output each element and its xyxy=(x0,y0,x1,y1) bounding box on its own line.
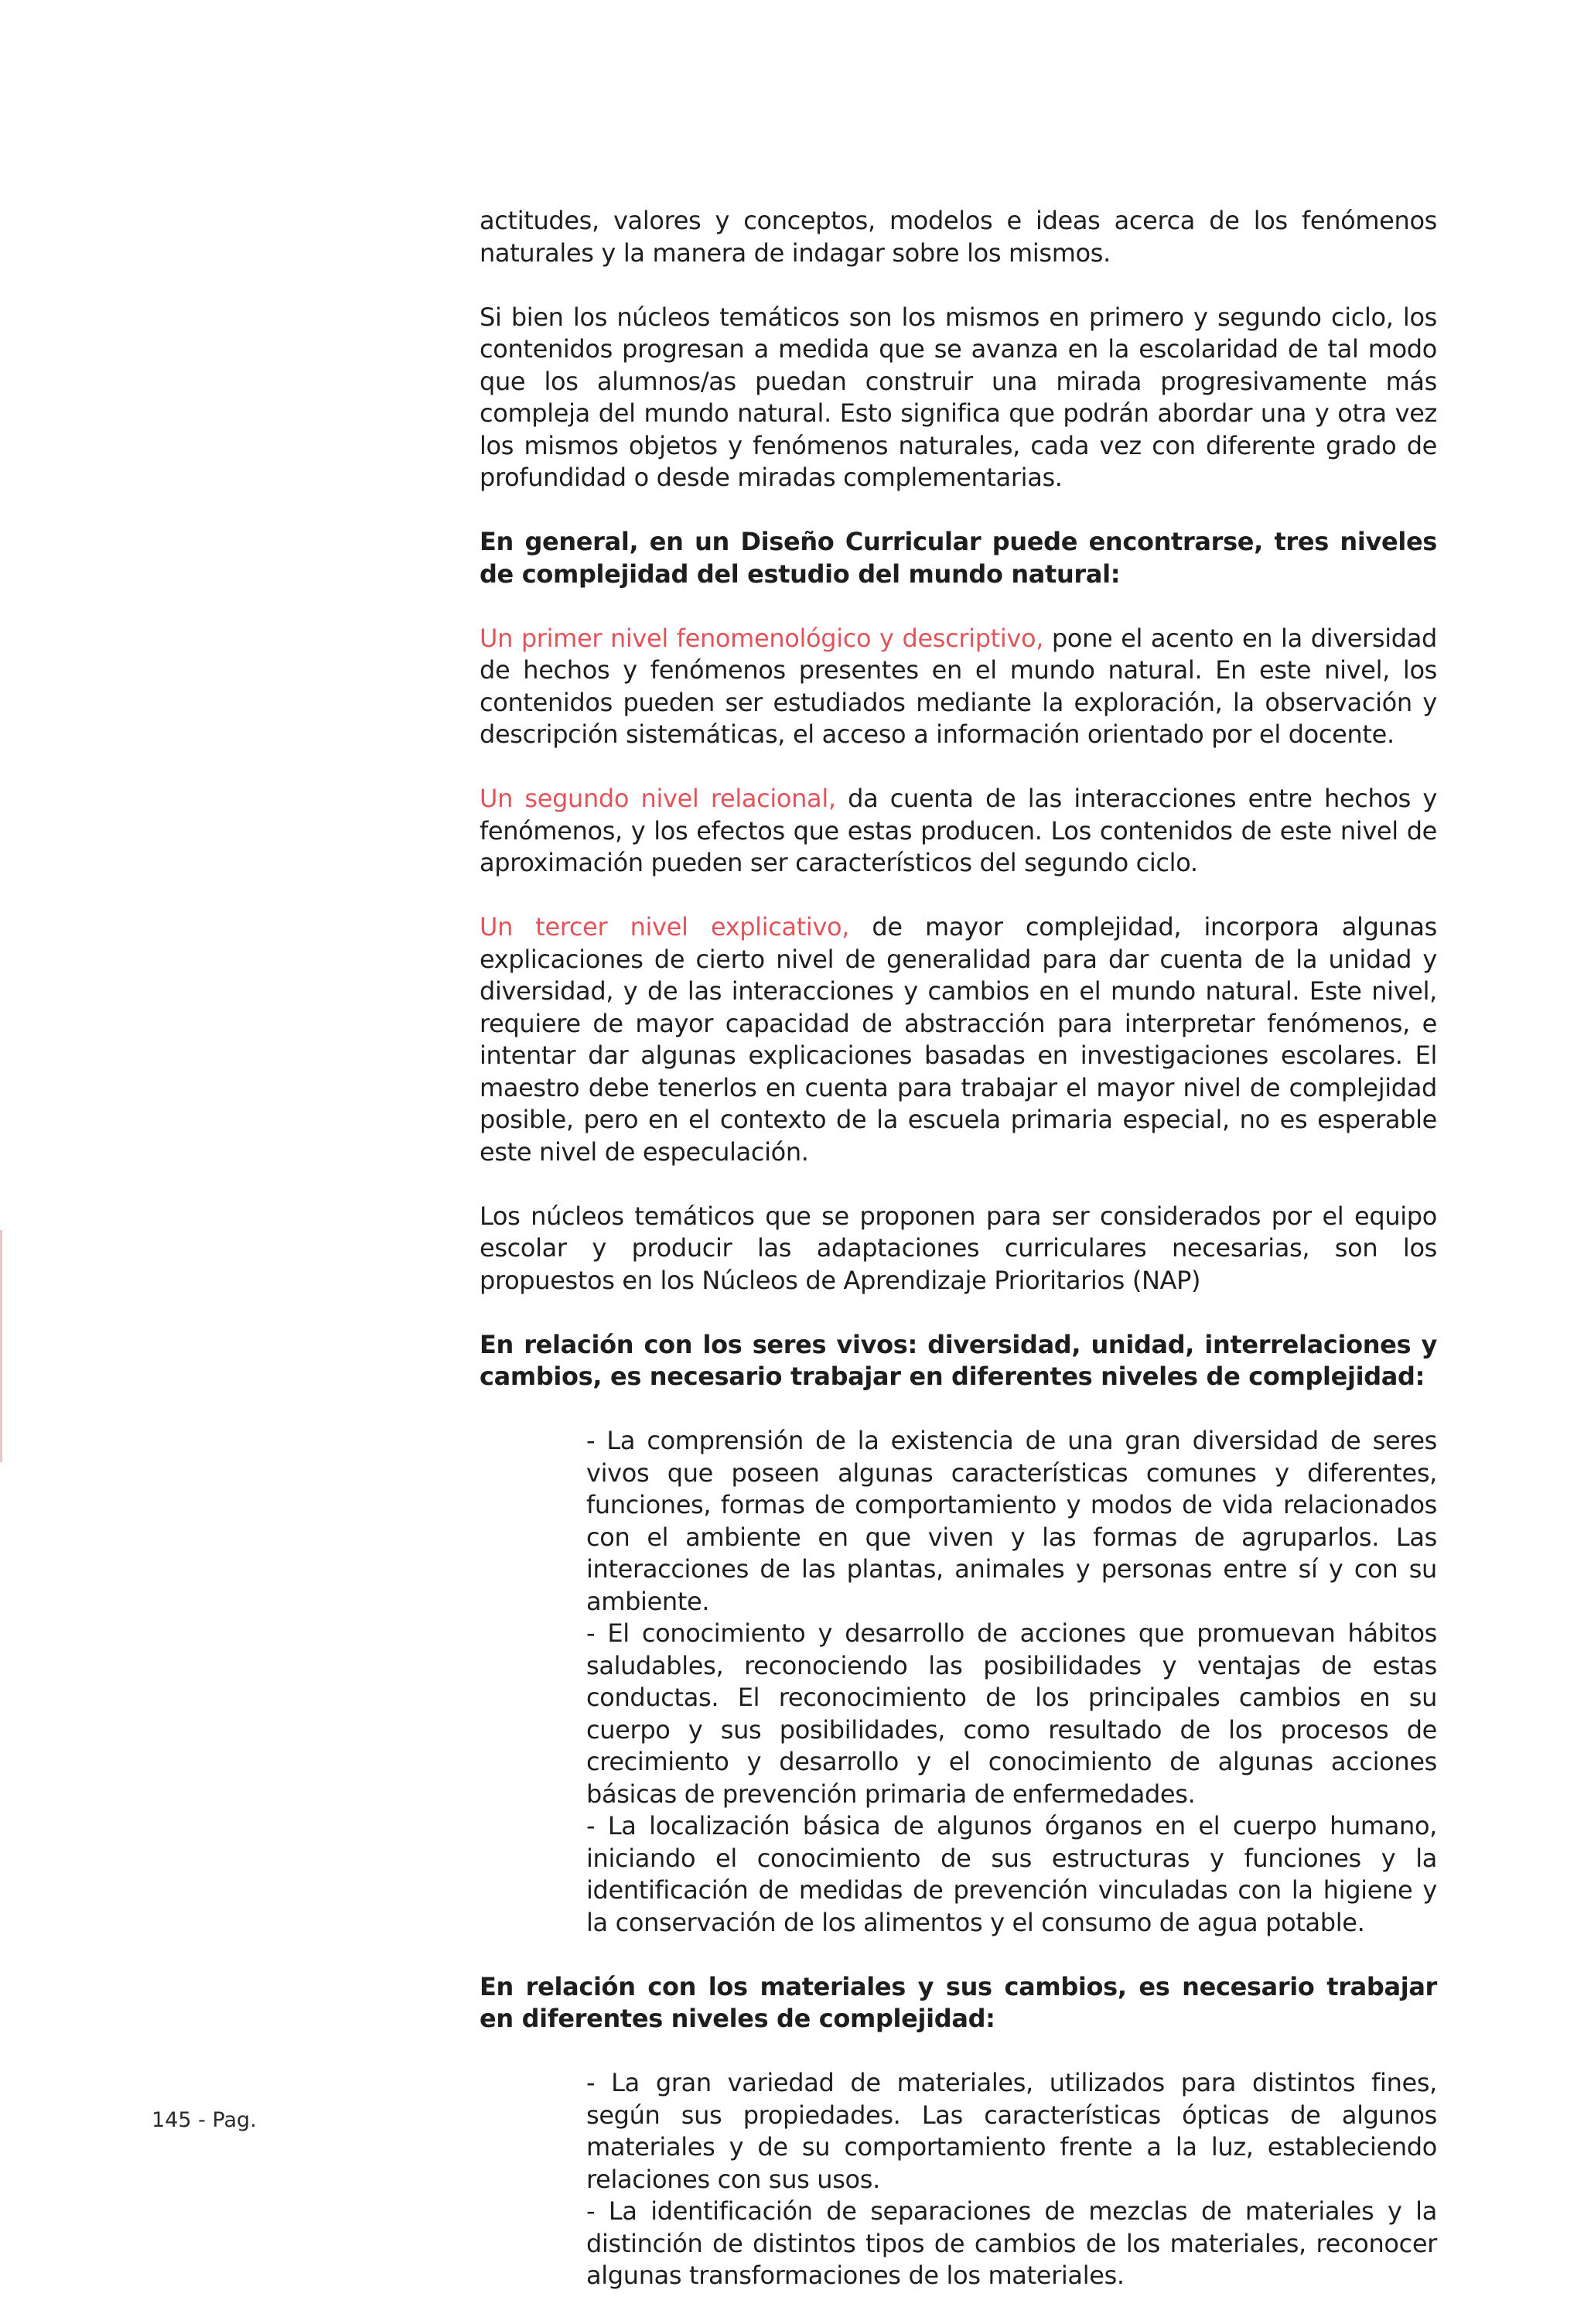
materiales-heading: En relación con los materiales y sus cambios, es necesario trabajar en diferentes niveles de complejidad: xyxy=(480,1971,1437,2033)
level-1-lead: Un primer nivel fenomenológico y descriptivo, xyxy=(480,623,1044,653)
level-3-text: de mayor complejidad, incorpora algunas explicaciones de cierto nivel de generalidad para dar cuenta de la unidad y diversidad, y de las interacciones y cambios en el mundo natural. Este nivel, requiere de mayor capacidad de abstracción para interpretar fenómenos, e intentar dar algunas explicaciones basadas en investigaciones escolares. El maestro debe tenerlos en cuenta para trabajar el mayor nivel de complejidad posible, pero en el contexto de la escuela primaria especial, no es esperable este nivel de especulación. xyxy=(480,912,1437,1167)
level-2-lead: Un segundo nivel relacional, xyxy=(480,784,836,813)
level-1-text: pone el acento en la diversidad de hechos y fenómenos presentes en el mundo natural. En este nivel, los contenidos pueden ser estudiados mediante la exploración, la observación y descripción sistemáticas, el acceso a información orientado por el docente. xyxy=(480,623,1437,749)
seres-vivos-list xyxy=(480,1425,1437,1939)
intro-paragraph-1: actitudes, valores y conceptos, modelos e ideas acerca de los fenómenos naturales y la manera de indagar sobre los mismos. xyxy=(480,206,1437,268)
list-item: - La identificación de separaciones de mezclas de materiales y la distinción de distintos tipos de cambios de los materiales, reconocer algunas transformaciones de los materiales. xyxy=(586,2196,1437,2290)
level-paragraph-1 xyxy=(480,623,1437,751)
list-item: - La comprensión de la existencia de una gran diversidad de seres vivos que poseen algunas características comunes y diferentes, funciones, formas de comportamiento y modos de vida relacionados con el ambiente en que viven y las formas de agruparlos. Las interacciones de las plantas, animales y personas entre sí y con su ambiente. xyxy=(586,1426,1437,1616)
nap-paragraph: Los núcleos temáticos que se proponen para ser considerados por el equipo escolar y producir las adaptaciones curriculares necesarias, son los propuestos en los Núcleos de Aprendizaje Prioritarios (NAP) xyxy=(480,1201,1437,1295)
list-item: - La gran variedad de materiales, utilizados para distintos fines, según sus propiedades. Las características ópticas de algunos materiales y de su comportamiento frente a la luz, estableciendo relaciones con sus usos. xyxy=(586,2068,1437,2194)
page-number: 145 - Pag. xyxy=(152,2108,257,2132)
materiales-list xyxy=(480,2067,1437,2292)
list-item: - La localización básica de algunos órganos en el cuerpo humano, iniciando el conocimiento de sus estructuras y funciones y la identificación de medidas de prevención vinculadas con la higiene y la conservación de los alimentos y el consumo de agua potable. xyxy=(586,1811,1437,1937)
level-paragraph-2 xyxy=(480,783,1437,880)
list-item: - El conocimiento y desarrollo de acciones que promuevan hábitos saludables, reconociendo las posibilidades y ventajas de estas conductas. El reconocimiento de los principales cambios en su cuerpo y sus posibilidades, como resultado de los procesos de crecimiento y desarrollo y el conocimiento de algunas acciones básicas de prevención primaria de enfermedades. xyxy=(586,1618,1437,1809)
level-2-text: da cuenta de las interacciones entre hechos y fenómenos, y los efectos que estas producen. Los contenidos de este nivel de aproximación pueden ser característicos del segundo ciclo. xyxy=(480,784,1437,877)
seres-vivos-heading: En relación con los seres vivos: diversidad, unidad, interrelaciones y cambios, es necesario trabajar en diferentes niveles de complejidad: xyxy=(480,1329,1437,1391)
body-text xyxy=(480,205,1437,2324)
margin-edge-mark xyxy=(0,1230,2,1462)
level-paragraph-3 xyxy=(480,911,1437,1168)
level-3-lead: Un tercer nivel explicativo, xyxy=(480,912,850,942)
levels-intro-heading: En general, en un Diseño Curricular puede encontrarse, tres niveles de complejidad del estudio del mundo natural: xyxy=(480,527,1437,589)
intro-paragraph-2: Si bien los núcleos temáticos son los mismos en primero y segundo ciclo, los contenidos progresan a medida que se avanza en la escolaridad de tal modo que los alumnos/as puedan construir una mirada progresivamente más compleja del mundo natural. Esto significa que podrán abordar una y otra vez los mismos objetos y fenómenos naturales, cada vez con diferente grado de profundidad o desde miradas complementarias. xyxy=(480,302,1437,492)
